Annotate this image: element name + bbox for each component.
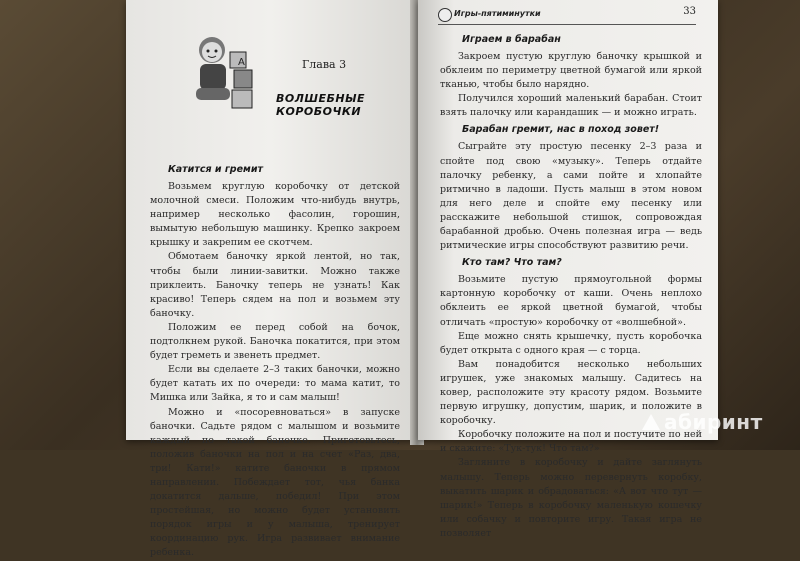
open-book	[118, 0, 718, 559]
paragraph: Загляните в коробочку и дайте заглянуть малышу. Теперь можно перевернуть коробку, выкатить шарик и обрадоваться: «А вот что тут — шарик!» Теперь в коробочку маленькую кошечку или собачку и повторите игру. Такая игра не позволяет	[440, 457, 702, 539]
child-with-blocks-icon	[188, 32, 260, 112]
running-head	[438, 6, 696, 25]
paragraph: Обмотаем баночку яркой лентой, но так, чтобы были линии-завитки. Можно также приклеить. Баночку теперь не узнать! Как красиво! Теперь сядем на пол и возьмем эту баночку.	[150, 251, 400, 319]
section-heading: Барабан гремит, нас в поход зовет!	[462, 124, 660, 136]
right-body	[440, 30, 702, 541]
paragraph: Возьмем круглую коробочку от детской молочной смеси. Положим что-нибудь внутрь, например несколько фасолин, горошин, вымытую небольшую машинку. Крепко закроем крышку и закрепим ее скотчем.	[150, 181, 400, 249]
paragraph: Коробочку положите на пол и постучите по ней и скажите: «Тук-тук! Что там?»	[440, 429, 702, 455]
running-head-title: Игры-пятиминутки	[454, 9, 541, 18]
paragraph: Еще можно снять крышечку, пусть коробочка будет открыта с одного края — с торца.	[440, 330, 702, 356]
svg-text:A: A	[238, 57, 245, 68]
paragraph: Вам понадобится несколько небольших игрушек, уже знакомых малышу. Садитесь на ковер, расположите эту красоту рядом. Возьмите первую игрушку, допустим, шарик, и положите в коробочку.	[440, 358, 702, 427]
left-page	[126, 0, 416, 559]
paragraph: Если вы сделаете 2–3 таких баночки, можно будет катать их по очереди: то мама катит, то Мишка или Зайка, я то и сам малыш!	[150, 364, 400, 404]
left-body	[150, 160, 400, 561]
paragraph: Возьмите пустую прямоугольной формы картонную коробочку от каши. Очень неплохо обклеить ее яркой цветной бумагой, чтобы отличать «простую» коробочку от «волшебной».	[440, 274, 702, 328]
labirint-logo-icon	[642, 414, 660, 430]
watermark-text: абиринт	[664, 410, 763, 434]
chapter-title: ВОЛШЕБНЫЕ КОРОБОЧКИ	[276, 92, 365, 118]
section-heading: Играем в барабан	[462, 34, 561, 45]
section-heading: Катится и гремит	[168, 164, 263, 175]
labirint-watermark	[642, 410, 763, 434]
smiley-face-icon	[438, 8, 452, 22]
paragraph: Получился хороший маленький барабан. Стоит взять палочку или карандашик — и можно играть.	[440, 93, 702, 119]
paragraph: Можно и «посоревноваться» в запуске баночки. Садьте рядом с малышом и возьмите каждый по такой баночке. Приготовьтесь, положив баночки на пол и на счет «Раз, два, три! Кати!» катите баночки в прямом направлении. Побеждает тот, чья банка докатится дальше, победил! При этом простейшая, но можно будет установить порядок игры и у малыша, тренирует координацию рук. Игра развивает внимание ребенка.	[150, 406, 400, 559]
chapter-number: Глава 3	[302, 58, 347, 71]
section-heading: Кто там? Что там?	[462, 257, 562, 269]
paragraph: Закроем пустую круглую баночку крышкой и обклеим по периметру цветной бумагой или яркой тканью, чтобы было нарядно.	[440, 51, 702, 91]
page-number: 33	[683, 6, 696, 17]
paragraph: Сыграйте эту простую песенку 2–3 раза и спойте под свою «музыку». Теперь отдайте палочку ребенку, а сами пойте и хлопайте ритмично в ладоши. Пусть малыш в этом новом для него деле и спойте ему песенку или расскажите небольшой стишок, сопровождая барабанной дробью. Очень полезная игра — ведь ритмические игры способствуют развитию речи.	[440, 141, 702, 252]
right-page	[418, 0, 718, 539]
paragraph: Положим ее перед собой на бочок, подтолкнем рукой. Баночка покатится, при этом будет греметь и звенеть предмет.	[150, 321, 400, 362]
